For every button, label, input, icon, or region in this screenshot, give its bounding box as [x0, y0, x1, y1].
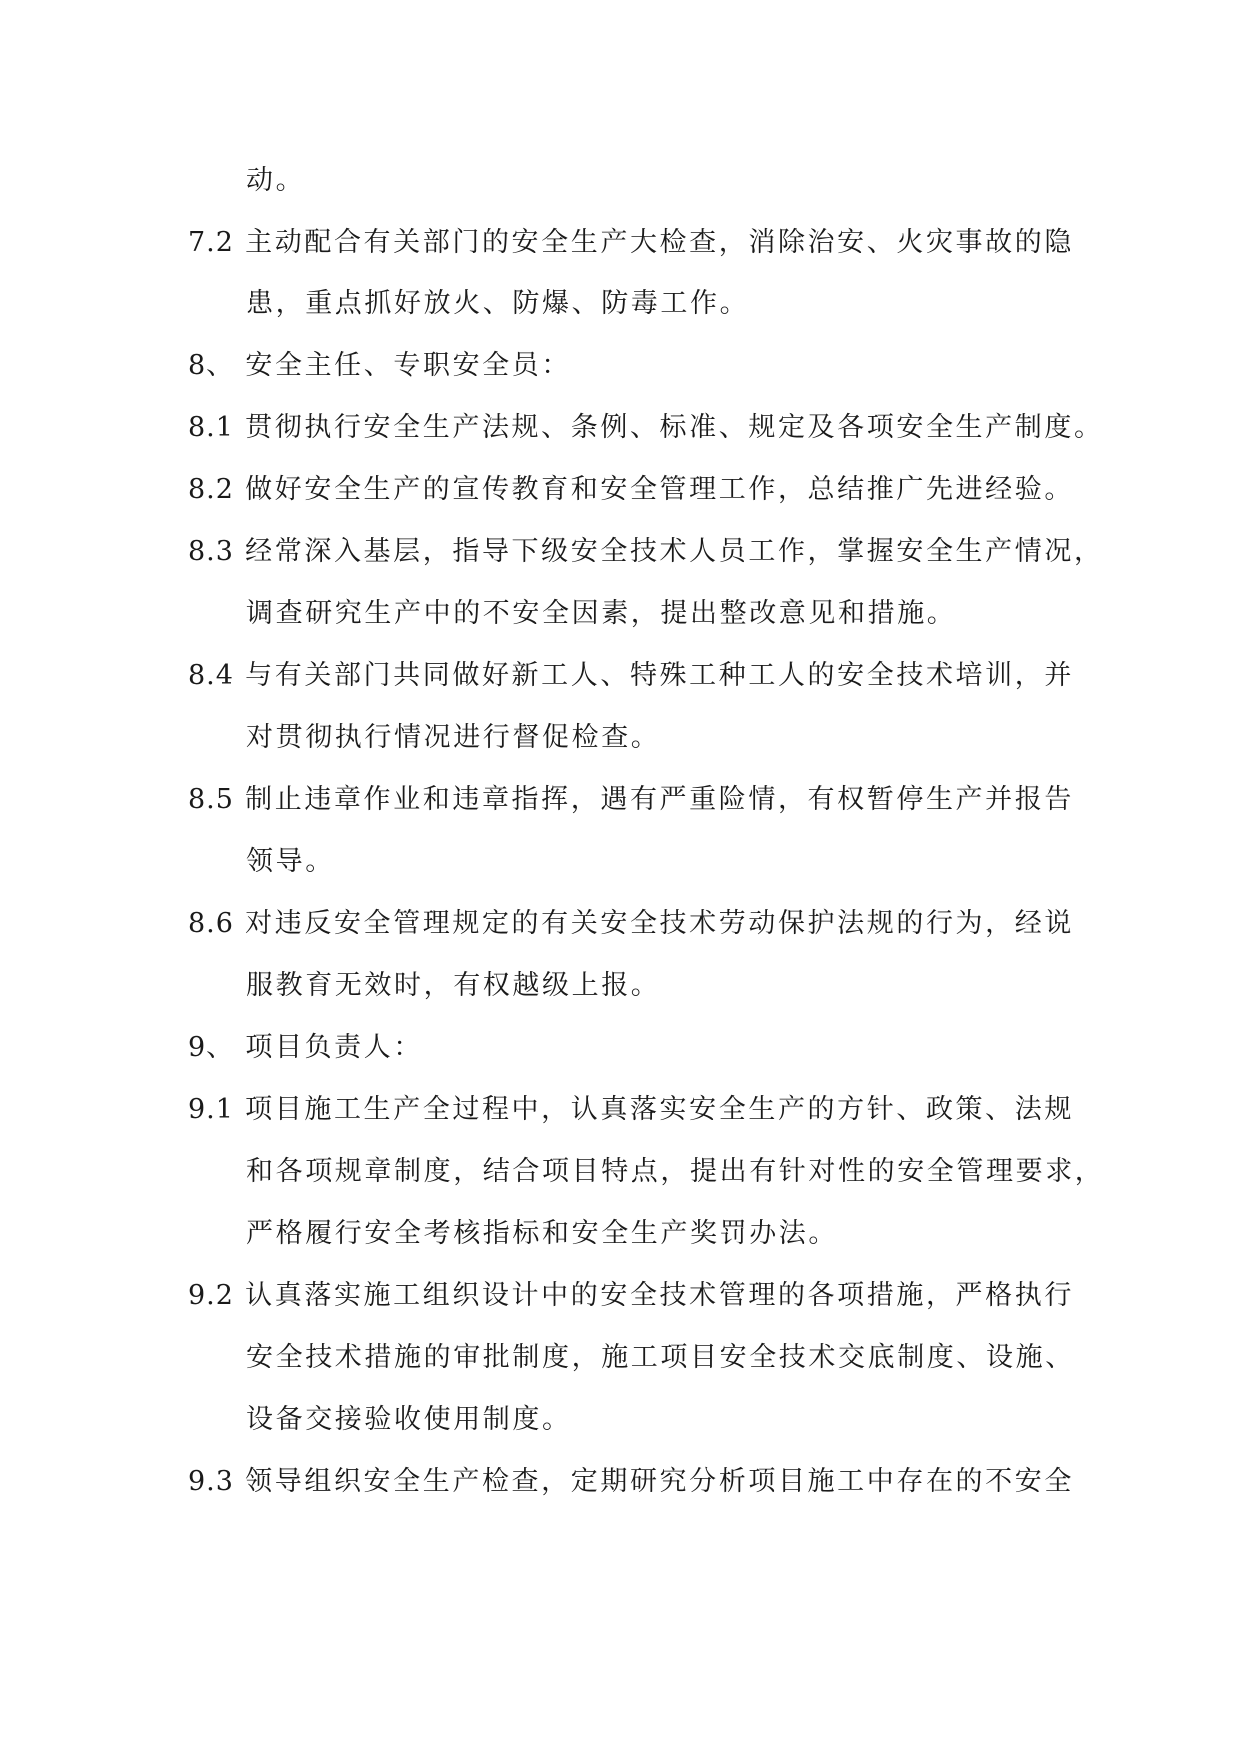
text-line	[246, 1341, 1075, 1375]
line-text: 领导。	[246, 846, 335, 877]
clause-text: 认真落实施工组织设计中的安全技术管理的各项措施，严格执行	[245, 1280, 1074, 1311]
line-text: 服教育无效时，有权越级上报。	[246, 970, 661, 1001]
text-line	[246, 1217, 838, 1251]
clause-9-3	[188, 1465, 1074, 1499]
clause-number: 8.5	[188, 784, 234, 815]
section-number: 8、	[188, 350, 235, 381]
section-number: 9、	[188, 1032, 235, 1063]
clause-number: 8.3	[188, 536, 234, 567]
clause-text: 贯彻执行安全生产法规、条例、标准、规定及各项安全生产制度。	[245, 412, 1104, 443]
line-text: 患，重点抓好放火、防爆、防毒工作。	[246, 288, 750, 319]
clause-number: 8.2	[188, 474, 234, 505]
clause-9-1	[188, 1093, 1074, 1127]
clause-number: 8.6	[188, 908, 234, 939]
clause-8-4	[188, 659, 1074, 693]
line-text: 安全技术措施的审批制度，施工项目安全技术交底制度、设施、	[246, 1342, 1075, 1373]
line-text: 和各项规章制度，结合项目特点，提出有针对性的安全管理要求，	[246, 1156, 1105, 1187]
section-title: 项目负责人：	[245, 1032, 423, 1063]
clause-number: 7.2	[188, 227, 234, 258]
text-line	[246, 1155, 1104, 1189]
clause-number: 8.1	[188, 412, 234, 443]
clause-text: 制止违章作业和违章指挥，遇有严重险情，有权暂停生产并报告	[245, 784, 1074, 815]
clause-8-1	[188, 411, 1104, 445]
text-line	[246, 287, 749, 321]
clause-text: 做好安全生产的宣传教育和安全管理工作，总结推广先进经验。	[245, 474, 1074, 505]
text-line	[246, 969, 660, 1003]
clause-text: 与有关部门共同做好新工人、特殊工种工人的安全技术培训，并	[245, 660, 1074, 691]
clause-7-2	[188, 226, 1074, 260]
clause-text: 主动配合有关部门的安全生产大检查，消除治安、火灾事故的隐	[245, 227, 1074, 258]
section-9-heading	[188, 1031, 423, 1065]
line-text: 严格履行安全考核指标和安全生产奖罚办法。	[246, 1218, 838, 1249]
line-text: 动。	[246, 165, 306, 196]
line-text: 调查研究生产中的不安全因素，提出整改意见和措施。	[246, 598, 957, 629]
clause-text: 经常深入基层，指导下级安全技术人员工作，掌握安全生产情况，	[245, 536, 1104, 567]
clause-8-3	[188, 535, 1104, 569]
text-line	[246, 597, 956, 631]
section-title: 安全主任、专职安全员：	[245, 350, 571, 381]
text-line	[246, 1403, 572, 1437]
clause-9-2	[188, 1279, 1074, 1313]
clause-text: 项目施工生产全过程中，认真落实安全生产的方针、政策、法规	[245, 1094, 1074, 1125]
clause-number: 9.2	[188, 1280, 234, 1311]
line-text: 设备交接验收使用制度。	[246, 1404, 572, 1435]
text-line	[246, 845, 335, 879]
line-text: 对贯彻执行情况进行督促检查。	[246, 722, 661, 753]
clause-8-6	[188, 907, 1074, 941]
clause-text: 对违反安全管理规定的有关安全技术劳动保护法规的行为，经说	[245, 908, 1074, 939]
text-line	[246, 721, 660, 755]
clause-number: 9.1	[188, 1094, 234, 1125]
clause-8-2	[188, 473, 1074, 507]
section-8-heading	[188, 349, 571, 383]
clause-8-5	[188, 783, 1074, 817]
clause-number: 9.3	[188, 1466, 234, 1497]
clause-number: 8.4	[188, 660, 234, 691]
text-line	[246, 164, 305, 198]
clause-text: 领导组织安全生产检查，定期研究分析项目施工中存在的不安全	[245, 1466, 1074, 1497]
